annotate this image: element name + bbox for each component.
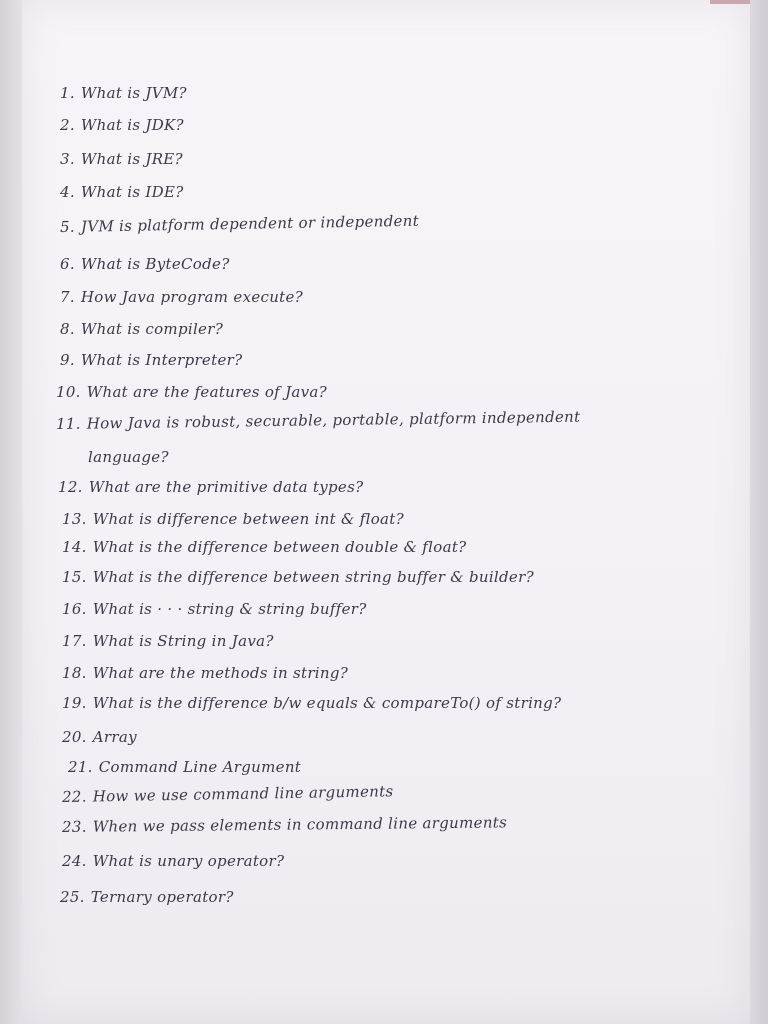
question-text: language?: [88, 448, 169, 466]
question-number: 14.: [62, 538, 87, 556]
question-number: 25.: [60, 888, 85, 906]
question-text: What are the features of Java?: [86, 383, 328, 401]
question-text: What is · · · string & string buffer?: [92, 600, 367, 618]
question-text: JVM is platform dependent or independent: [80, 211, 420, 236]
question-item: [62, 728, 137, 746]
question-item: [62, 568, 534, 586]
question-item: [62, 538, 467, 556]
corner-mark: [710, 0, 750, 4]
question-text: What are the methods in string?: [92, 664, 349, 682]
question-item: [60, 888, 234, 906]
question-text: What is the difference b/w equals & compareTo() of string?: [92, 694, 562, 712]
question-text: What is JDK?: [80, 116, 184, 134]
question-number: 18.: [62, 664, 87, 682]
question-text: What is difference between int & float?: [92, 510, 404, 528]
question-number: 16.: [62, 600, 87, 618]
question-item: [60, 116, 184, 134]
question-number: 22.: [61, 787, 87, 806]
question-number: 11.: [55, 414, 81, 433]
question-number: 1.: [60, 84, 75, 102]
question-text: What is JVM?: [80, 84, 187, 102]
question-number: 12.: [58, 478, 83, 496]
question-item: [60, 351, 242, 369]
question-text: What is Interpreter?: [80, 351, 243, 369]
page-edge-right: [750, 0, 768, 1024]
question-number: 9.: [60, 351, 75, 369]
question-number: 23.: [61, 817, 87, 836]
question-item: [62, 664, 348, 682]
question-item: [68, 758, 301, 776]
question-text: What is String in Java?: [92, 632, 274, 650]
question-text: How Java is robust, securable, portable, platform independent: [86, 407, 581, 433]
question-number: 15.: [62, 568, 87, 586]
question-item: [60, 288, 303, 306]
question-item: [62, 852, 284, 870]
question-text: Ternary operator?: [90, 888, 234, 906]
question-text: What is compiler?: [80, 320, 224, 338]
question-number: 8.: [60, 320, 75, 338]
question-number: 19.: [62, 694, 87, 712]
question-text: When we pass elements in command line arguments: [92, 813, 508, 836]
question-text: What is the difference between double & float?: [92, 538, 467, 556]
question-item: [60, 255, 230, 273]
question-item: [60, 84, 187, 102]
question-text: What is the difference between string buffer & builder?: [92, 568, 534, 586]
question-number: 17.: [62, 632, 87, 650]
question-text: Command Line Argument: [98, 758, 302, 776]
question-item: [58, 478, 363, 496]
question-text: What are the primitive data types?: [88, 478, 364, 496]
question-text: Array: [92, 728, 137, 746]
question-item: [62, 632, 274, 650]
question-text: What is IDE?: [80, 183, 184, 201]
question-text: What is ByteCode?: [80, 255, 230, 273]
question-number: 4.: [60, 183, 75, 201]
question-text: What is JRE?: [80, 150, 183, 168]
question-item: [60, 320, 223, 338]
question-item: [62, 694, 561, 712]
question-number: 2.: [60, 116, 75, 134]
question-number: 5.: [59, 217, 76, 236]
question-number: 24.: [62, 852, 87, 870]
question-number: 10.: [56, 383, 81, 401]
question-number: 20.: [62, 728, 87, 746]
question-item: [60, 150, 183, 168]
question-number: 6.: [60, 255, 75, 273]
question-item: [82, 448, 169, 466]
question-text: How Java program execute?: [80, 288, 304, 306]
question-text: How we use command line arguments: [92, 782, 394, 806]
question-number: 21.: [68, 758, 93, 776]
question-number: 13.: [62, 510, 87, 528]
question-number: 3.: [60, 150, 75, 168]
question-text: What is unary operator?: [92, 852, 285, 870]
page-shadow-left: [0, 0, 22, 1024]
question-number: 7.: [60, 288, 75, 306]
question-item: [60, 183, 184, 201]
question-item: [62, 510, 404, 528]
question-item: [62, 600, 367, 618]
question-item: [56, 383, 327, 401]
